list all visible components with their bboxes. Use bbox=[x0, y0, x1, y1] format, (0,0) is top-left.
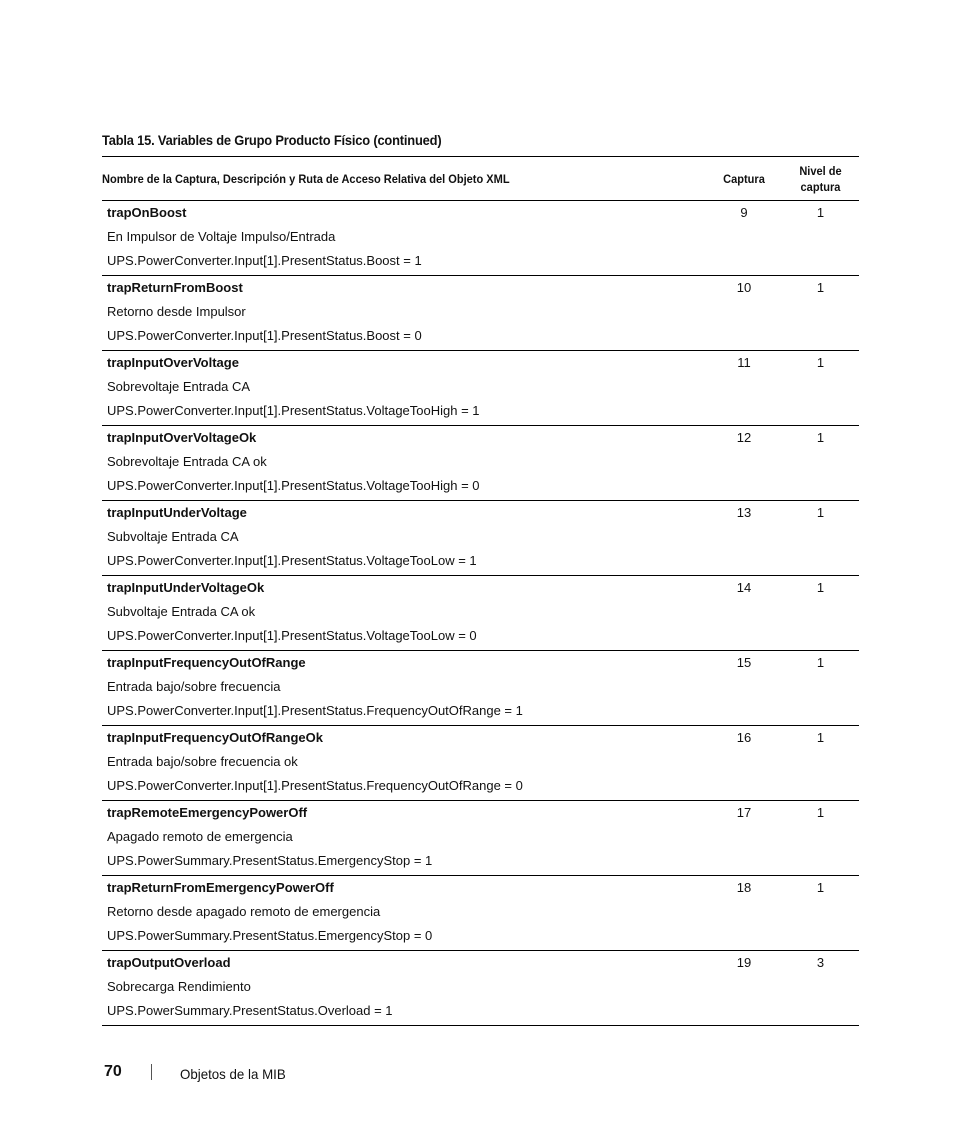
trap-name: trapInputOverVoltage bbox=[107, 355, 239, 370]
table-caption: Tabla 15. Variables de Grupo Producto Físico (continued) bbox=[102, 132, 442, 148]
table-header bbox=[102, 157, 859, 201]
table-row bbox=[102, 351, 859, 426]
trap-description: Entrada bajo/sobre frecuencia ok bbox=[107, 754, 298, 769]
table-row bbox=[102, 201, 859, 276]
trap-description: Entrada bajo/sobre frecuencia bbox=[107, 679, 281, 694]
trap-level: 1 bbox=[816, 505, 825, 520]
trap-name: trapOutputOverload bbox=[107, 955, 231, 970]
xml-object-path: UPS.PowerConverter.Input[1].PresentStatus.FrequencyOutOfRange = 1 bbox=[107, 703, 523, 718]
column-header-level-line1: Nivel de bbox=[799, 164, 842, 178]
trap-number: 13 bbox=[736, 505, 752, 520]
trap-name: trapReturnFromBoost bbox=[107, 280, 243, 295]
page-number: 70 bbox=[104, 1063, 122, 1080]
table-row bbox=[102, 576, 859, 651]
trap-level: 1 bbox=[816, 880, 825, 895]
table-row bbox=[102, 876, 859, 951]
trap-level: 1 bbox=[816, 655, 825, 670]
trap-number: 14 bbox=[736, 580, 752, 595]
trap-level: 1 bbox=[816, 355, 825, 370]
trap-number: 18 bbox=[736, 880, 752, 895]
table-row bbox=[102, 726, 859, 801]
trap-description: Retorno desde Impulsor bbox=[107, 304, 246, 319]
table-row bbox=[102, 501, 859, 576]
trap-description: En Impulsor de Voltaje Impulso/Entrada bbox=[107, 229, 336, 244]
trap-level: 1 bbox=[816, 205, 825, 220]
trap-level: 1 bbox=[816, 430, 825, 445]
trap-number: 9 bbox=[740, 205, 748, 220]
trap-number: 19 bbox=[736, 955, 752, 970]
trap-level: 1 bbox=[816, 805, 825, 820]
column-header-level bbox=[785, 163, 856, 195]
xml-object-path: UPS.PowerConverter.Input[1].PresentStatus.Boost = 1 bbox=[107, 253, 422, 268]
trap-name: trapInputUnderVoltageOk bbox=[107, 580, 265, 595]
page-footer bbox=[0, 1062, 954, 1086]
trap-description: Retorno desde apagado remoto de emergencia bbox=[107, 904, 381, 919]
footer-divider bbox=[151, 1064, 152, 1080]
column-header-trap: Captura bbox=[723, 172, 765, 186]
column-header-description: Nombre de la Captura, Descripción y Ruta de Acceso Relativa del Objeto XML bbox=[102, 172, 510, 186]
trap-number: 16 bbox=[736, 730, 752, 745]
table-row bbox=[102, 276, 859, 351]
trap-name: trapInputFrequencyOutOfRangeOk bbox=[107, 730, 323, 745]
xml-object-path: UPS.PowerConverter.Input[1].PresentStatus.VoltageTooLow = 1 bbox=[107, 553, 477, 568]
table-row bbox=[102, 426, 859, 501]
xml-object-path: UPS.PowerSummary.PresentStatus.EmergencyStop = 0 bbox=[107, 928, 433, 943]
trap-number: 10 bbox=[736, 280, 752, 295]
xml-object-path: UPS.PowerSummary.PresentStatus.Overload = 1 bbox=[107, 1003, 393, 1018]
table-row bbox=[102, 951, 859, 1026]
trap-level: 1 bbox=[816, 730, 825, 745]
trap-description: Sobrevoltaje Entrada CA bbox=[107, 379, 251, 394]
xml-object-path: UPS.PowerConverter.Input[1].PresentStatus.Boost = 0 bbox=[107, 328, 422, 343]
xml-object-path: UPS.PowerConverter.Input[1].PresentStatus.FrequencyOutOfRange = 0 bbox=[107, 778, 523, 793]
xml-object-path: UPS.PowerConverter.Input[1].PresentStatus.VoltageTooHigh = 0 bbox=[107, 478, 480, 493]
trap-description: Apagado remoto de emergencia bbox=[107, 829, 293, 844]
trap-description: Sobrecarga Rendimiento bbox=[107, 979, 251, 994]
xml-object-path: UPS.PowerConverter.Input[1].PresentStatus.VoltageTooLow = 0 bbox=[107, 628, 477, 643]
trap-variables-table bbox=[102, 156, 859, 1026]
trap-description: Sobrevoltaje Entrada CA ok bbox=[107, 454, 267, 469]
xml-object-path: UPS.PowerSummary.PresentStatus.EmergencyStop = 1 bbox=[107, 853, 433, 868]
trap-level: 1 bbox=[816, 280, 825, 295]
table-row bbox=[102, 651, 859, 726]
trap-level: 1 bbox=[816, 580, 825, 595]
trap-description: Subvoltaje Entrada CA bbox=[107, 529, 239, 544]
trap-number: 12 bbox=[736, 430, 752, 445]
table-row bbox=[102, 801, 859, 876]
trap-name: trapOnBoost bbox=[107, 205, 187, 220]
footer-section-title: Objetos de la MIB bbox=[180, 1066, 286, 1082]
xml-object-path: UPS.PowerConverter.Input[1].PresentStatus.VoltageTooHigh = 1 bbox=[107, 403, 480, 418]
trap-number: 15 bbox=[736, 655, 752, 670]
trap-number: 11 bbox=[737, 355, 751, 370]
trap-name: trapReturnFromEmergencyPowerOff bbox=[107, 880, 334, 895]
trap-name: trapInputFrequencyOutOfRange bbox=[107, 655, 306, 670]
trap-name: trapInputOverVoltageOk bbox=[107, 430, 257, 445]
trap-number: 17 bbox=[736, 805, 752, 820]
trap-description: Subvoltaje Entrada CA ok bbox=[107, 604, 256, 619]
column-header-level-line2: captura bbox=[800, 180, 841, 194]
trap-level: 3 bbox=[816, 955, 825, 970]
trap-name: trapInputUnderVoltage bbox=[107, 505, 247, 520]
trap-name: trapRemoteEmergencyPowerOff bbox=[107, 805, 308, 820]
